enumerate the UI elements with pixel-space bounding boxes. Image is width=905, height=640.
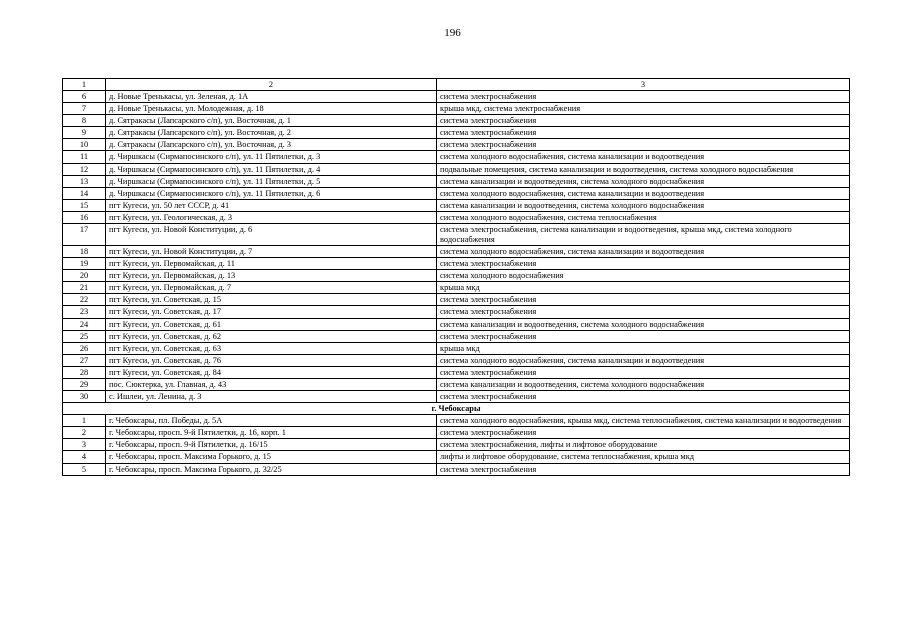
row-systems: система холодного водоснабжения, система канализации и водоотведения <box>437 354 850 366</box>
row-systems: система электроснабжения <box>437 294 850 306</box>
row-number: 3 <box>63 439 106 451</box>
table-row <box>63 318 850 330</box>
table-row <box>63 378 850 390</box>
row-address: д. Чиршкасы (Сирмапосинского с/п), ул. 11 Пятилетки, д. 4 <box>106 163 437 175</box>
table-row <box>63 127 850 139</box>
row-address: д. Сятракасы (Лапсарского с/п), ул. Восточная, д. 3 <box>106 139 437 151</box>
row-address: пгт Кугеси, ул. Советская, д. 17 <box>106 306 437 318</box>
row-number: 21 <box>63 282 106 294</box>
row-address: пгт Кугеси, ул. Новой Конституции, д. 7 <box>106 246 437 258</box>
table-row <box>63 270 850 282</box>
row-address: г. Чебоксары, просп. 9-й Пятилетки, д. 16/15 <box>106 439 437 451</box>
row-systems: система электроснабжения, лифты и лифтовое оборудование <box>437 439 850 451</box>
row-address: д. Сятракасы (Лапсарского с/п), ул. Восточная, д. 2 <box>106 127 437 139</box>
table-row <box>63 258 850 270</box>
row-systems: система канализации и водоотведения, система холодного водоснабжения <box>437 378 850 390</box>
row-systems: система электроснабжения <box>437 391 850 403</box>
row-systems: система электроснабжения <box>437 366 850 378</box>
table-row <box>63 306 850 318</box>
table-row <box>63 366 850 378</box>
row-systems: крыша мкд <box>437 282 850 294</box>
table-row <box>63 342 850 354</box>
row-systems: система электроснабжения <box>437 330 850 342</box>
row-number: 6 <box>63 91 106 103</box>
row-systems: подвальные помещения, система канализации и водоотведения, система холодного водоснабжения <box>437 163 850 175</box>
row-number: 22 <box>63 294 106 306</box>
table-row <box>63 330 850 342</box>
row-number: 11 <box>63 151 106 163</box>
row-address: г. Чебоксары, просп. 9-й Пятилетки, д. 16, корп. 1 <box>106 427 437 439</box>
row-address: г. Чебоксары, пл. Победы, д. 5А <box>106 415 437 427</box>
row-number: 28 <box>63 366 106 378</box>
row-number: 26 <box>63 342 106 354</box>
row-address: пгт Кугеси, ул. Первомайская, д. 13 <box>106 270 437 282</box>
section-title: г. Чебоксары <box>63 403 850 415</box>
row-number: 24 <box>63 318 106 330</box>
row-address: пгт Кугеси, ул. Советская, д. 62 <box>106 330 437 342</box>
row-address: пгт Кугеси, ул. Первомайская, д. 11 <box>106 258 437 270</box>
table-header-row <box>63 79 850 91</box>
row-address: пгт Кугеси, ул. Советская, д. 63 <box>106 342 437 354</box>
row-systems: система электроснабжения <box>437 115 850 127</box>
row-address: д. Новые Тренькасы, ул. Молодежная, д. 18 <box>106 103 437 115</box>
row-address: с. Ишлеи, ул. Ленина, д. 3 <box>106 391 437 403</box>
row-systems: система канализации и водоотведения, система холодного водоснабжения <box>437 318 850 330</box>
table-row <box>63 199 850 211</box>
table-row <box>63 354 850 366</box>
table-row <box>63 139 850 151</box>
row-systems: лифты и лифтовое оборудование, система теплоснабжения, крыша мкд <box>437 451 850 463</box>
row-systems: система электроснабжения <box>437 127 850 139</box>
row-systems: система электроснабжения <box>437 463 850 475</box>
row-address: д. Чиршкасы (Сирмапосинского с/п), ул. 11 Пятилетки, д. 5 <box>106 175 437 187</box>
table-row <box>63 151 850 163</box>
row-number: 1 <box>63 415 106 427</box>
row-number: 12 <box>63 163 106 175</box>
table-row <box>63 175 850 187</box>
table-row <box>63 294 850 306</box>
table-row <box>63 91 850 103</box>
row-systems: система канализации и водоотведения, система холодного водоснабжения <box>437 199 850 211</box>
table-row <box>63 211 850 223</box>
row-systems: система электроснабжения <box>437 139 850 151</box>
row-systems: система электроснабжения <box>437 258 850 270</box>
row-number: 10 <box>63 139 106 151</box>
row-number: 23 <box>63 306 106 318</box>
table-row <box>63 246 850 258</box>
row-number: 27 <box>63 354 106 366</box>
table-row <box>63 427 850 439</box>
row-number: 29 <box>63 378 106 390</box>
table-row <box>63 103 850 115</box>
row-number: 16 <box>63 211 106 223</box>
row-systems: система холодного водоснабжения, крыша мкд, система теплоснабжения, система канализации и водоотведения <box>437 415 850 427</box>
row-address: пгт Кугеси, ул. Геологическая, д. 3 <box>106 211 437 223</box>
section-row <box>63 403 850 415</box>
row-address: д. Чиршкасы (Сирмапосинского с/п), ул. 11 Пятилетки, д. 3 <box>106 151 437 163</box>
table-row <box>63 439 850 451</box>
row-number: 7 <box>63 103 106 115</box>
row-number: 5 <box>63 463 106 475</box>
row-systems: крыша мкд, система электроснабжения <box>437 103 850 115</box>
row-address: д. Чиршкасы (Сирмапосинского с/п), ул. 11 Пятилетки, д. 6 <box>106 187 437 199</box>
table-row <box>63 391 850 403</box>
row-systems: система электроснабжения <box>437 306 850 318</box>
row-systems: система канализации и водоотведения, система холодного водоснабжения <box>437 175 850 187</box>
row-number: 14 <box>63 187 106 199</box>
buildings-table <box>62 78 850 476</box>
row-systems: система электроснабжения <box>437 427 850 439</box>
table-row <box>63 187 850 199</box>
column-header: 3 <box>437 79 850 91</box>
table-row <box>63 115 850 127</box>
row-number: 15 <box>63 199 106 211</box>
row-systems: система электроснабжения, система канализации и водоотведения, крыша мкд, система холодного водоснабжения <box>437 223 850 245</box>
row-address: пгт Кугеси, ул. Советская, д. 61 <box>106 318 437 330</box>
row-number: 13 <box>63 175 106 187</box>
table-row <box>63 451 850 463</box>
table-row <box>63 463 850 475</box>
row-address: д. Сятракасы (Лапсарского с/п), ул. Восточная, д. 1 <box>106 115 437 127</box>
row-systems: система холодного водоснабжения, система теплоснабжения <box>437 211 850 223</box>
row-address: д. Новые Тренькасы, ул. Зеленая, д. 1А <box>106 91 437 103</box>
row-address: пос. Сюктерка, ул. Главная, д. 43 <box>106 378 437 390</box>
row-number: 20 <box>63 270 106 282</box>
row-address: пгт Кугеси, ул. Советская, д. 15 <box>106 294 437 306</box>
row-number: 9 <box>63 127 106 139</box>
row-systems: система холодного водоснабжения, система канализации и водоотведения <box>437 151 850 163</box>
row-systems: система электроснабжения <box>437 91 850 103</box>
row-systems: система холодного водоснабжения <box>437 270 850 282</box>
table-row <box>63 282 850 294</box>
row-systems: система холодного водоснабжения, система канализации и водоотведения <box>437 187 850 199</box>
row-number: 8 <box>63 115 106 127</box>
row-address: г. Чебоксары, просп. Максима Горького, д. 15 <box>106 451 437 463</box>
table-row <box>63 163 850 175</box>
row-systems: крыша мкд <box>437 342 850 354</box>
row-number: 17 <box>63 223 106 245</box>
row-number: 4 <box>63 451 106 463</box>
row-address: пгт Кугеси, ул. Первомайская, д. 7 <box>106 282 437 294</box>
row-address: пгт Кугеси, ул. Советская, д. 76 <box>106 354 437 366</box>
table-row <box>63 415 850 427</box>
row-number: 30 <box>63 391 106 403</box>
row-number: 18 <box>63 246 106 258</box>
row-address: пгт Кугеси, ул. 50 лет СССР, д. 41 <box>106 199 437 211</box>
row-number: 2 <box>63 427 106 439</box>
page-number: 196 <box>444 27 461 39</box>
row-number: 19 <box>63 258 106 270</box>
column-header: 2 <box>106 79 437 91</box>
row-number: 25 <box>63 330 106 342</box>
row-systems: система холодного водоснабжения, система канализации и водоотведения <box>437 246 850 258</box>
row-address: г. Чебоксары, просп. Максима Горького, д. 32/25 <box>106 463 437 475</box>
row-address: пгт Кугеси, ул. Новой Конституции, д. 6 <box>106 223 437 245</box>
table-row <box>63 223 850 245</box>
row-address: пгт Кугеси, ул. Советская, д. 84 <box>106 366 437 378</box>
column-header: 1 <box>63 79 106 91</box>
